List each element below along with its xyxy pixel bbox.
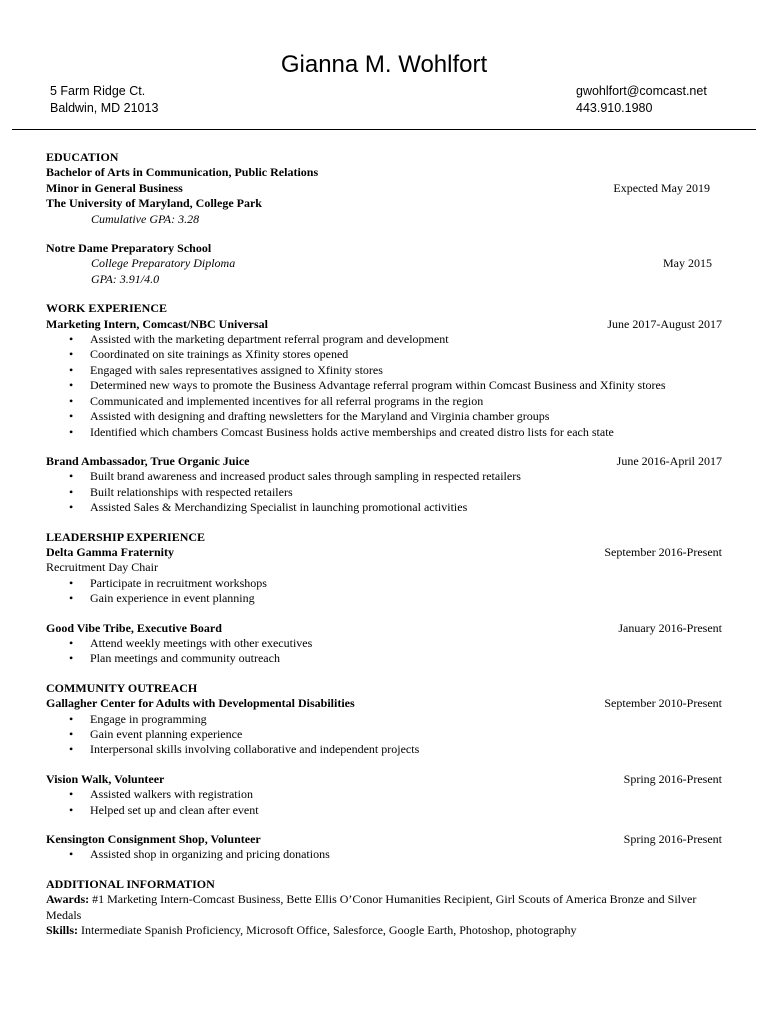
list-item: • Built brand awareness and increased product sales through sampling in respected retailers — [46, 469, 722, 484]
education-minor: Minor in General Business — [46, 180, 183, 195]
header-divider — [12, 129, 756, 130]
phone: 443.910.1980 — [576, 101, 653, 115]
education-degree: Bachelor of Arts in Communication, Public Relations — [46, 165, 319, 180]
list-item: • Gain experience in event planning — [46, 591, 722, 606]
job1-dates: June 2017-August 2017 — [607, 316, 722, 331]
community-org2-title: Vision Walk, Volunteer — [46, 771, 165, 786]
education-university: The University of Maryland, College Park — [46, 196, 262, 211]
list-item: • Plan meetings and community outreach — [46, 651, 722, 666]
work-heading: WORK EXPERIENCE — [46, 301, 168, 316]
community-org3-bullets — [46, 847, 722, 862]
community-org1-dates: September 2010-Present — [604, 696, 722, 711]
awards-text: #1 Marketing Intern-Comcast Business, Bette Ellis O’Conor Humanities Recipient, Girl Scouts of America Bronze and Silver Medals — [46, 892, 697, 922]
education-diploma: College Preparatory Diploma — [91, 256, 236, 271]
list-item: • Assisted with the marketing department referral program and development — [46, 332, 722, 347]
contact-address — [50, 83, 158, 117]
contact-info — [576, 83, 707, 117]
list-item: • Determined new ways to promote the Business Advantage referral program within Comcast Business and Xfinity stores — [46, 378, 722, 393]
additional-heading: ADDITIONAL INFORMATION — [46, 876, 215, 891]
job2-bullets — [46, 469, 722, 515]
candidate-name: Gianna M. Wohlfort — [280, 51, 488, 78]
community-org1-row — [46, 696, 722, 711]
leadership-org2-dates: January 2016-Present — [618, 620, 722, 635]
community-org3-title: Kensington Consignment Shop, Volunteer — [46, 832, 261, 847]
leadership-org2-title: Good Vibe Tribe, Executive Board — [46, 620, 222, 635]
community-heading: COMMUNITY OUTREACH — [46, 680, 198, 695]
list-item: • Participate in recruitment workshops — [46, 576, 722, 591]
list-item: • Attend weekly meetings with other executives — [46, 636, 722, 651]
list-item: • Engaged with sales representatives assigned to Xfinity stores — [46, 363, 722, 378]
education-gpa: Cumulative GPA: 3.28 — [91, 211, 200, 226]
education-minor-row — [46, 181, 722, 196]
education-heading: EDUCATION — [46, 150, 119, 164]
job2-row — [46, 454, 722, 469]
community-org2-row — [46, 772, 722, 787]
list-item: • Coordinated on site trainings as Xfinity stores opened — [46, 347, 722, 362]
list-item: • Assisted with designing and drafting newsletters for the Maryland and Virginia chamber groups — [46, 409, 722, 424]
education-school2: Notre Dame Preparatory School — [46, 241, 212, 256]
awards-line — [46, 892, 722, 923]
list-item: • Identified which chambers Comcast Business holds active memberships and created distro lists for each state — [46, 425, 722, 440]
email: gwohlfort@comcast.net — [576, 84, 707, 98]
community-org1-bullets — [46, 712, 722, 758]
resume-body — [46, 150, 722, 938]
community-org2-bullets — [46, 787, 722, 818]
job1-title: Marketing Intern, Comcast/NBC Universal — [46, 316, 268, 331]
job2-title: Brand Ambassador, True Organic Juice — [46, 453, 250, 468]
leadership-org2-bullets — [46, 636, 722, 667]
list-item: • Interpersonal skills involving collaborative and independent projects — [46, 742, 722, 757]
leadership-org1-dates: September 2016-Present — [604, 544, 722, 559]
list-item: • Assisted shop in organizing and pricing donations — [46, 847, 722, 862]
leadership-org1-title: Delta Gamma Fraternity — [46, 544, 174, 559]
community-org3-row — [46, 832, 722, 847]
job1-bullets — [46, 332, 722, 440]
community-org2-dates: Spring 2016-Present — [623, 771, 722, 786]
address-line-1: 5 Farm Ridge Ct. — [50, 84, 146, 98]
skills-label: Skills: — [46, 923, 79, 938]
list-item: • Built relationships with respected retailers — [46, 485, 722, 500]
address-line-2: Baldwin, MD 21013 — [50, 101, 159, 115]
education-expected-date: Expected May 2019 — [613, 180, 710, 195]
list-item: • Engage in programming — [46, 712, 722, 727]
leadership-org1-bullets — [46, 576, 722, 607]
skills-text: Intermediate Spanish Proficiency, Microsoft Office, Salesforce, Google Earth, Photoshop, photography — [78, 923, 577, 938]
leadership-org1-row — [46, 545, 722, 560]
education-gpa2: GPA: 3.91/4.0 — [91, 271, 160, 286]
list-item: • Assisted Sales & Merchandizing Specialist in launching promotional activities — [46, 500, 722, 515]
leadership-heading: LEADERSHIP EXPERIENCE — [46, 529, 206, 544]
skills-line — [46, 923, 722, 938]
education-diploma-date: May 2015 — [663, 256, 712, 271]
list-item: • Helped set up and clean after event — [46, 803, 722, 818]
list-item: • Assisted walkers with registration — [46, 787, 722, 802]
awards-label: Awards: — [46, 892, 90, 907]
list-item: • Communicated and implemented incentives for all referral programs in the region — [46, 394, 722, 409]
job1-row — [46, 317, 722, 332]
community-org1-title: Gallagher Center for Adults with Developmental Disabilities — [46, 696, 355, 711]
job2-dates: June 2016-April 2017 — [616, 453, 722, 468]
community-org3-dates: Spring 2016-Present — [623, 832, 722, 847]
education-diploma-row — [46, 256, 722, 271]
leadership-org1-role: Recruitment Day Chair — [46, 560, 158, 575]
list-item: • Gain event planning experience — [46, 727, 722, 742]
leadership-org2-row — [46, 621, 722, 636]
